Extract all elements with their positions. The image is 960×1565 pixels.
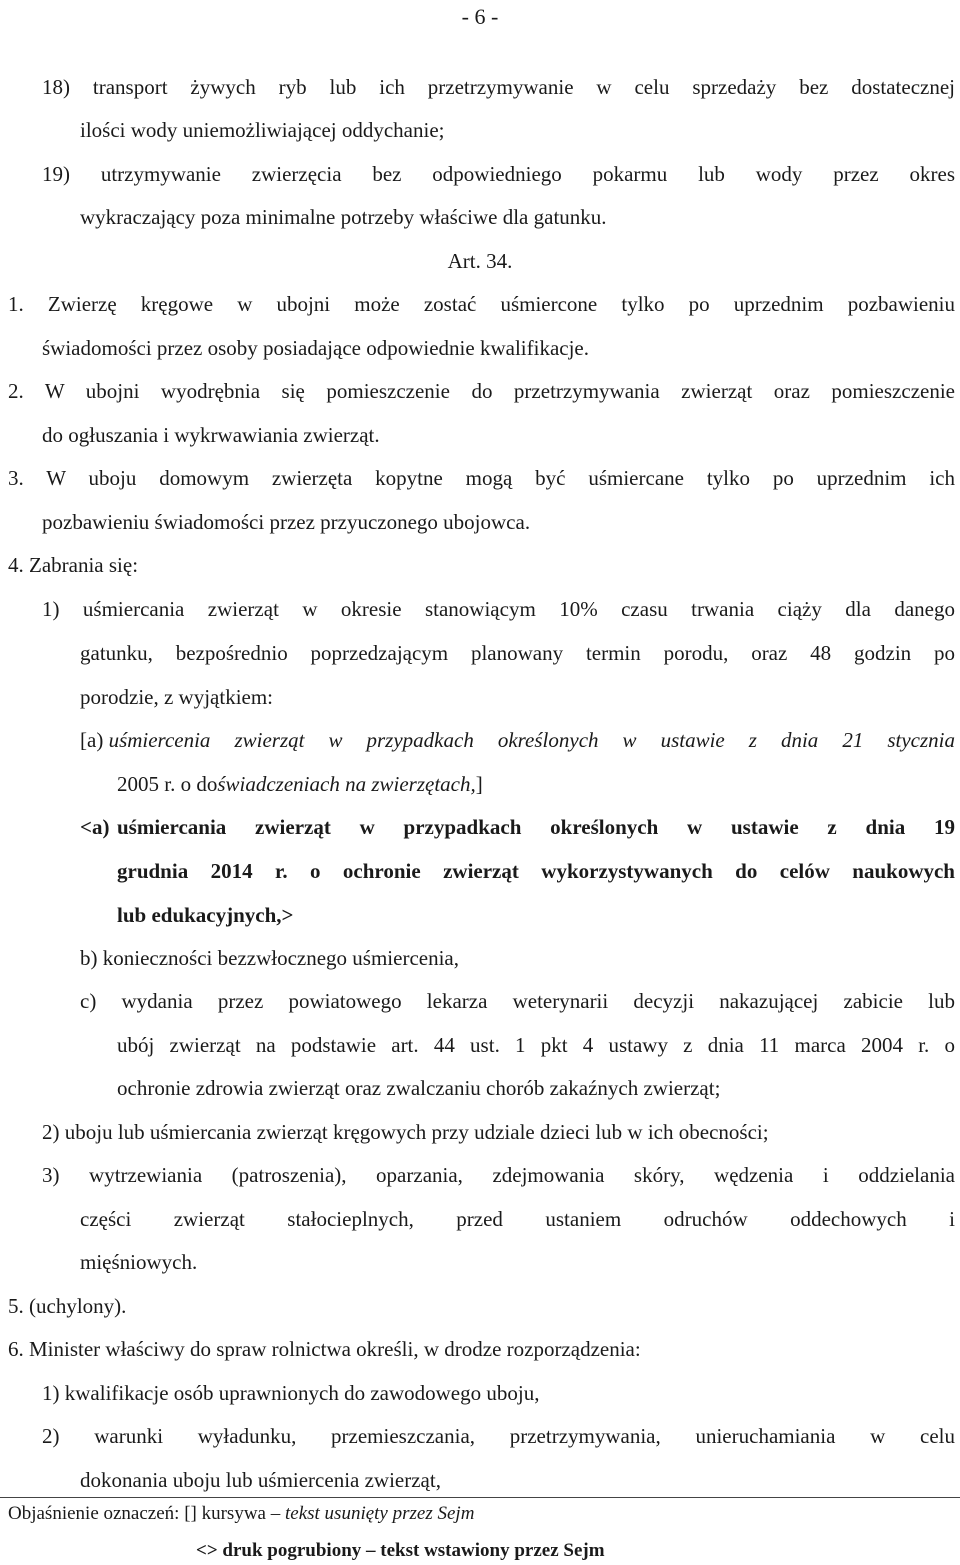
para-4-item-3-line-1: 3) wytrzewiania (patroszenia), oparzania, zdejmowania skóry, wędzenia i oddzielania xyxy=(42,1163,955,1187)
para-6-item-2-line-1: 2) warunki wyładunku, przemieszczania, przetrzymywania, unieruchamiania w celu xyxy=(42,1424,955,1448)
para-2-line-1: 2. W ubojni wyodrębnia się pomieszczenie do przetrzymywania zwierząt oraz pomieszczenie xyxy=(8,379,955,403)
para-2-line-2: do ogłuszania i wykrwawiania zwierząt. xyxy=(42,423,380,447)
deleted-item-a-line-2 xyxy=(117,771,483,797)
deleted-item-a-text: uśmiercenia zwierząt w przypadkach określonych w ustawie z dnia 21 stycznia xyxy=(108,728,955,752)
deleted-item-a-line-1 xyxy=(80,727,955,753)
footer-legend-label: Objaśnienie oznaczeń: [] kursywa – xyxy=(8,1503,285,1524)
footer-divider xyxy=(0,1497,960,1498)
para-4-item-1-line-3: porodzie, z wyjątkiem: xyxy=(80,685,274,709)
footer-legend-inserted: <> druk pogrubiony – tekst wstawiony przez Sejm xyxy=(196,1540,605,1561)
item-19-line-2: wykraczający poza minimalne potrzeby właściwe dla gatunku. xyxy=(80,205,607,229)
para-4-item-2: 2) uboju lub uśmiercania zwierząt kręgowych przy udziale dzieci lub w ich obecności; xyxy=(42,1120,769,1144)
inserted-item-a-line-3: lub edukacyjnych,> xyxy=(117,903,294,927)
item-b: b) konieczności bezzwłocznego uśmiercenia, xyxy=(80,946,459,970)
item-c-line-1: c) wydania przez powiatowego lekarza weterynarii decyzji nakazującej zabicie lub xyxy=(80,989,955,1013)
item-19-line-1: 19) utrzymywanie zwierzęcia bez odpowiedniego pokarmu lub wody przez okres xyxy=(42,162,955,186)
footer-legend-deleted: tekst usunięty przez Sejm xyxy=(284,1503,475,1524)
para-1-line-2: świadomości przez osoby posiadające odpowiednie kwalifikacje. xyxy=(42,336,589,360)
para-5: 5. (uchylony). xyxy=(8,1294,127,1318)
deleted-bracket-open: [a) xyxy=(80,728,109,752)
item-c-line-2: ubój zwierząt na podstawie art. 44 ust. 1 pkt 4 ustawy z dnia 11 marca 2004 r. o xyxy=(117,1033,955,1057)
para-6-heading: 6. Minister właściwy do spraw rolnictwa określi, w drodze rozporządzenia: xyxy=(8,1337,641,1361)
para-3-line-1: 3. W uboju domowym zwierzęta kopytne mogą być uśmiercane tylko po uprzednim ich xyxy=(8,466,955,490)
item-c-line-3: ochronie zdrowia zwierząt oraz zwalczaniu chorób zakaźnych zwierząt; xyxy=(117,1076,721,1100)
article-title: Art. 34. xyxy=(447,249,513,273)
item-18-line-1: 18) transport żywych ryb lub ich przetrzymywanie w celu sprzedaży bez dostatecznej xyxy=(42,75,955,99)
inserted-item-a-line-1: uśmiercania zwierząt w przypadkach określonych w ustawie z dnia 19 xyxy=(117,815,955,839)
para-4-item-3-line-3: mięśniowych. xyxy=(80,1250,198,1274)
item-18-line-2: ilości wody uniemożliwiającej oddychanie; xyxy=(80,118,445,142)
para-6-item-2-line-2: dokonania uboju lub uśmiercenia zwierząt, xyxy=(80,1468,441,1492)
footer-legend xyxy=(8,1503,474,1525)
inserted-item-a-marker: <a) xyxy=(80,815,110,839)
deleted-item-a-plain: 2005 r. o do xyxy=(117,772,218,796)
page-number: - 6 - xyxy=(461,4,499,29)
inserted-item-a-line-2: grudnia 2014 r. o ochronie zwierząt wykorzystywanych do celów naukowych xyxy=(117,859,955,883)
para-1-line-1: 1. Zwierzę kręgowe w ubojni może zostać uśmiercone tylko po uprzednim pozbawieniu xyxy=(8,292,955,316)
para-4-heading: 4. Zabrania się: xyxy=(8,553,139,577)
para-4-item-3-line-2: części zwierząt stałocieplnych, przed ustaniem odruchów oddechowych i xyxy=(80,1207,955,1231)
deleted-bracket-close: ] xyxy=(475,772,483,796)
para-6-item-1: 1) kwalifikacje osób uprawnionych do zawodowego uboju, xyxy=(42,1381,540,1405)
para-4-item-1-line-1: 1) uśmiercania zwierząt w okresie stanowiącym 10% czasu trwania ciąży dla danego xyxy=(42,597,955,621)
para-3-line-2: pozbawieniu świadomości przez przyuczonego ubojowca. xyxy=(42,510,531,534)
para-4-item-1-line-2: gatunku, bezpośrednio poprzedzającym planowany termin porodu, oraz 48 godzin po xyxy=(80,641,955,665)
deleted-item-a-italic: świadczeniach na zwierzętach, xyxy=(217,772,476,796)
